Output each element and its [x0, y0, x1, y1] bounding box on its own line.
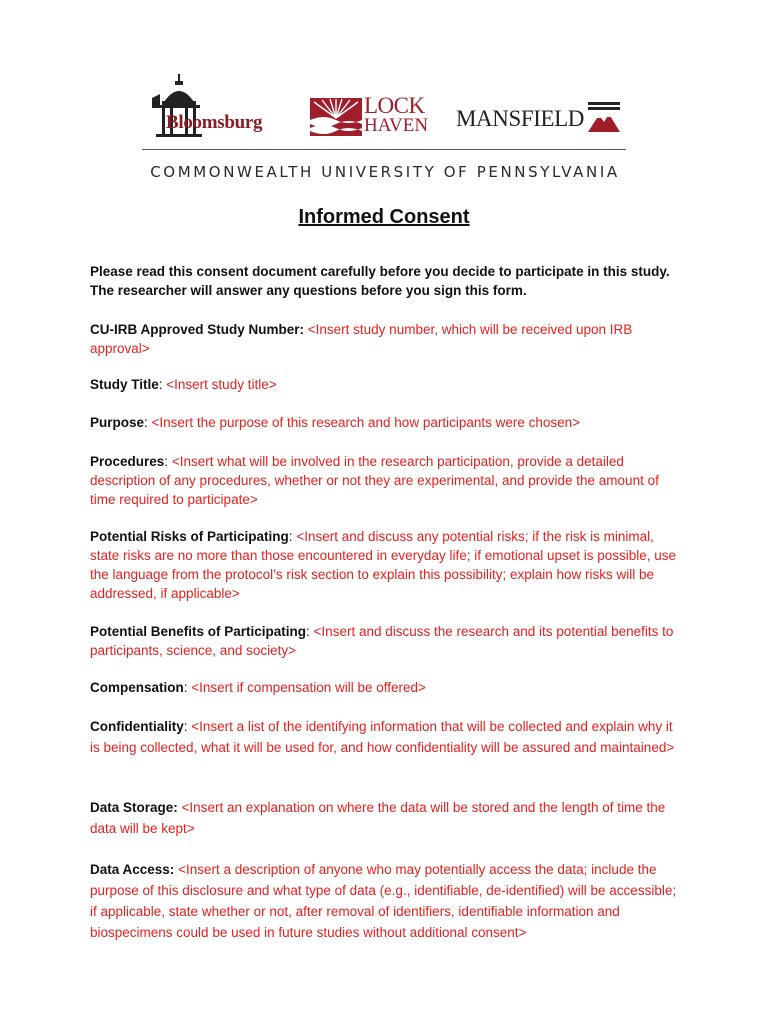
section-label: Potential Risks of Participating [90, 529, 289, 544]
section-data-access [90, 859, 682, 943]
placeholder-text: <Insert a list of the identifying information that will be collected and explain why it is being collected, what it will be used for, and how confidentiality will be assured and maintained> [90, 719, 675, 755]
header-divider [142, 149, 626, 150]
section-study-title: Study Title: <Insert study title> [90, 377, 277, 392]
section-label: Potential Benefits of Participating [90, 624, 307, 639]
mansfield-wordmark: MANSFIELD [456, 106, 585, 131]
section-label: Data Access: [90, 862, 175, 877]
section-procedures: Procedures: <Insert what will be involved in the research participation, provide a detailed description of any procedures, whether or not they are experimental, and provide the amount of time required to participate> [90, 454, 659, 507]
placeholder-text: <Insert study number, which will be received upon IRB approval> [90, 322, 633, 356]
section-study-number: CU-IRB Approved Study Number: <Insert study number, which will be received upon IRB approval> [90, 322, 633, 356]
section-label: Study Title [90, 377, 159, 392]
placeholder-text: <Insert the purpose of this research and how participants were chosen> [151, 415, 581, 430]
section-purpose: Purpose: <Insert the purpose of this research and how participants were chosen> [90, 415, 581, 430]
placeholder-text: <Insert and discuss any potential risks; if the risk is minimal, state risks are no more than those encountered in everyday life; if emotional upset is possible, use the language from the protocol’s risk section to explain this possibility; explain how risks will be addressed, if applicable> [90, 529, 677, 601]
bloomsburg-wordmark: Bloomsburg [166, 112, 263, 133]
bloomsburg-logo [148, 74, 286, 138]
section-label: Data Storage: [90, 800, 178, 815]
lock-wordmark: LOCK [364, 93, 425, 118]
section-label: Purpose [90, 415, 145, 430]
placeholder-text: <Insert study title> [166, 377, 277, 392]
placeholder-text: <Insert an explanation on where the data will be stored and the length of time the data will be kept> [90, 800, 666, 836]
haven-wordmark: HAVEN [364, 115, 429, 136]
document-title: Informed Consent [298, 206, 470, 228]
lock-haven-logo [310, 93, 434, 138]
section-confidentiality: Confidentiality: <Insert a list of the identifying information that will be collected and explain why it is being collected, what it will be used for, and how confidentiality will be assured and maintained> [90, 719, 675, 755]
university-logos [148, 74, 628, 140]
intro-paragraph: Please read this consent document carefully before you decide to participate in this study. The researcher will answer any questions before you sign this form. [90, 264, 670, 298]
section-risks: Potential Risks of Participating: <Insert and discuss any potential risks; if the risk is minimal, state risks are no more than those encountered in everyday life; if emotional upset is possible, use the language from the protocol’s risk section to explain this possibility; explain how risks will be addressed, if applicable> [90, 529, 677, 601]
section-label: Compensation [90, 680, 184, 695]
placeholder-text: <Insert if compensation will be offered> [191, 680, 426, 695]
placeholder-text: <Insert a description of anyone who may potentially access the data; include the purpose of this disclosure and what type of data (e.g., identifiable, de-identified) will be accessible; if applicable, state whether or not, after removal of identifiers, identifiable information and biospecimens could be used in future studies without additional consent> [90, 862, 677, 940]
mansfield-mountain-icon [588, 102, 620, 132]
section-label: Confidentiality [90, 719, 184, 734]
section-label: CU-IRB Approved Study Number [90, 322, 300, 337]
placeholder-text: <Insert and discuss the research and its potential benefits to participants, science, and society> [90, 624, 674, 658]
mansfield-logo [456, 102, 620, 136]
lock-haven-sunrise-icon [310, 98, 362, 138]
section-label: Procedures [90, 454, 165, 469]
university-subtitle: COMMONWEALTH UNIVERSITY OF PENNSYLVANIA [150, 163, 620, 181]
section-compensation: Compensation: <Insert if compensation will be offered> [90, 680, 426, 695]
placeholder-text: <Insert what will be involved in the research participation, provide a detailed description of any procedures, whether or not they are experimental, and provide the amount of time required to participate> [90, 454, 659, 507]
section-benefits: Potential Benefits of Participating: <Insert and discuss the research and its potential benefits to participants, science, and society> [90, 624, 674, 658]
section-data-storage [90, 797, 682, 839]
